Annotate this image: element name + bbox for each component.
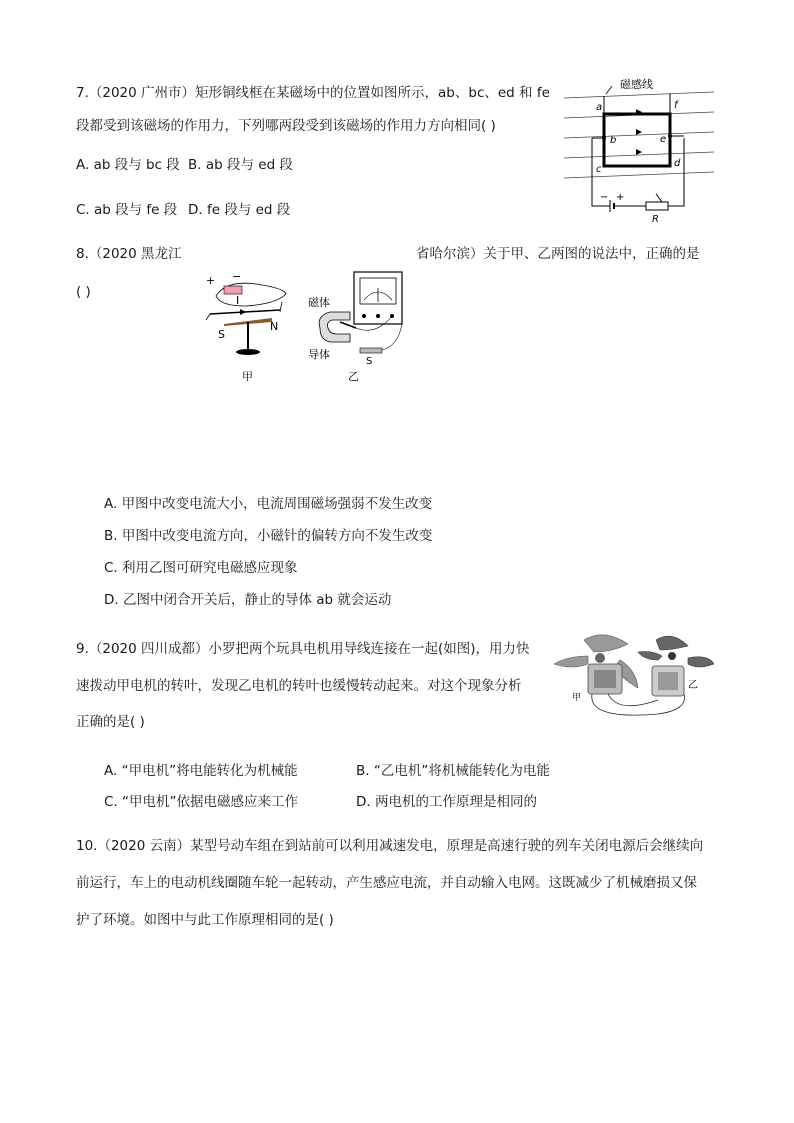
q7-figure-magnetic-field (556, 76, 720, 228)
q10-stem-line1: 10.（2020 云南）某型号动车组在到站前可以利用减速发电，原理是高速行驶的列车关闭电源后会继续向 (76, 838, 704, 854)
svg-text:N: N (270, 320, 279, 333)
q9-option-b: B. “乙电机”将机械能转化为电能 (356, 763, 550, 779)
q7-stem-line1: 7.（2020 广州市）矩形铜线框在某磁场中的位置如图所示，ab、bc、ed 和 fe (76, 85, 550, 101)
svg-text:−: − (232, 270, 242, 283)
q9-figure-two-motors (548, 630, 718, 722)
field-line (564, 92, 714, 98)
q9-option-d: D. 两电机的工作原理是相同的 (356, 794, 537, 810)
svg-text:f: f (674, 100, 678, 111)
q10-stem-line3: 护了环境。如图中与此工作原理相同的是( ) (76, 912, 334, 928)
q8-option-b: B. 甲图中改变电流方向，小磁针的偏转方向不发生改变 (104, 528, 433, 544)
q9-stem-line3: 正确的是( ) (76, 714, 145, 730)
svg-text:S: S (218, 328, 225, 341)
svg-text:I: I (236, 294, 240, 307)
svg-text:b: b (610, 135, 617, 146)
switch-icon (360, 348, 382, 353)
q9-option-a: A. “甲电机”将电能转化为机械能 (104, 763, 298, 779)
svg-text:a: a (596, 102, 603, 113)
q8-stem-line2: ( ) (76, 284, 91, 300)
q9-stem-line2: 速拨动甲电机的转叶，发现乙电机的转叶也缓慢转动起来。对这个现象分析 (76, 678, 522, 694)
q9-stem-line1: 9.（2020 四川成都）小罗把两个玩具电机用导线连接在一起(如图)，用力快 (76, 641, 530, 657)
svg-text:甲: 甲 (572, 693, 582, 703)
q7-stem-line2: 段都受到该磁场的作用力，下列哪两段受到该磁场的作用力方向相同( ) (76, 118, 496, 134)
q7-fig-title: 磁感线 (620, 78, 653, 91)
svg-text:甲: 甲 (242, 370, 253, 383)
q10-stem-line2: 前运行，车上的电动机线圈随车轮一起转动，产生感应电流，并自动输入电网。这既减少了机械磨损又保 (76, 875, 697, 891)
q8-stem-line1a: 8.（2020 黑龙江 (76, 246, 182, 262)
svg-text:R: R (652, 214, 659, 225)
q7-option-a: A. ab 段与 bc 段 (76, 157, 180, 173)
svg-text:c: c (596, 164, 602, 175)
svg-text:S: S (366, 356, 373, 367)
q8-figure-yi-induction (306, 266, 412, 386)
svg-text:d: d (674, 158, 681, 169)
svg-text:e: e (660, 134, 667, 145)
field-line (564, 172, 714, 178)
q8-option-c: C. 利用乙图可研究电磁感应现象 (104, 560, 298, 576)
q9-option-c: C. “甲电机”依据电磁感应来工作 (104, 794, 298, 810)
q8-stem-line1b: 省哈尔滨）关于甲、乙两图的说法中，正确的是 (416, 246, 700, 262)
fan-blade-icon (584, 635, 628, 652)
q7-option-b: B. ab 段与 ed 段 (188, 157, 293, 173)
q7-option-c: C. ab 段与 fe 段 (76, 202, 178, 218)
q8-option-a: A. 甲图中改变电流大小，电流周围磁场强弱不发生改变 (104, 496, 433, 512)
q7-option-d: D. fe 段与 ed 段 (188, 202, 291, 218)
battery-icon (224, 286, 242, 294)
svg-text:乙: 乙 (348, 370, 359, 383)
svg-text:−: − (600, 192, 609, 203)
q8-figure-jia-oersted (196, 266, 306, 386)
svg-text:+: + (616, 192, 625, 203)
svg-text:+: + (206, 274, 216, 287)
svg-text:乙: 乙 (688, 680, 698, 691)
q8-option-d: D. 乙图中闭合开关后，静止的导体 ab 就会运动 (104, 592, 392, 608)
svg-text:导体: 导体 (308, 348, 330, 361)
svg-text:磁体: 磁体 (308, 296, 330, 309)
magnet-icon (319, 312, 350, 342)
